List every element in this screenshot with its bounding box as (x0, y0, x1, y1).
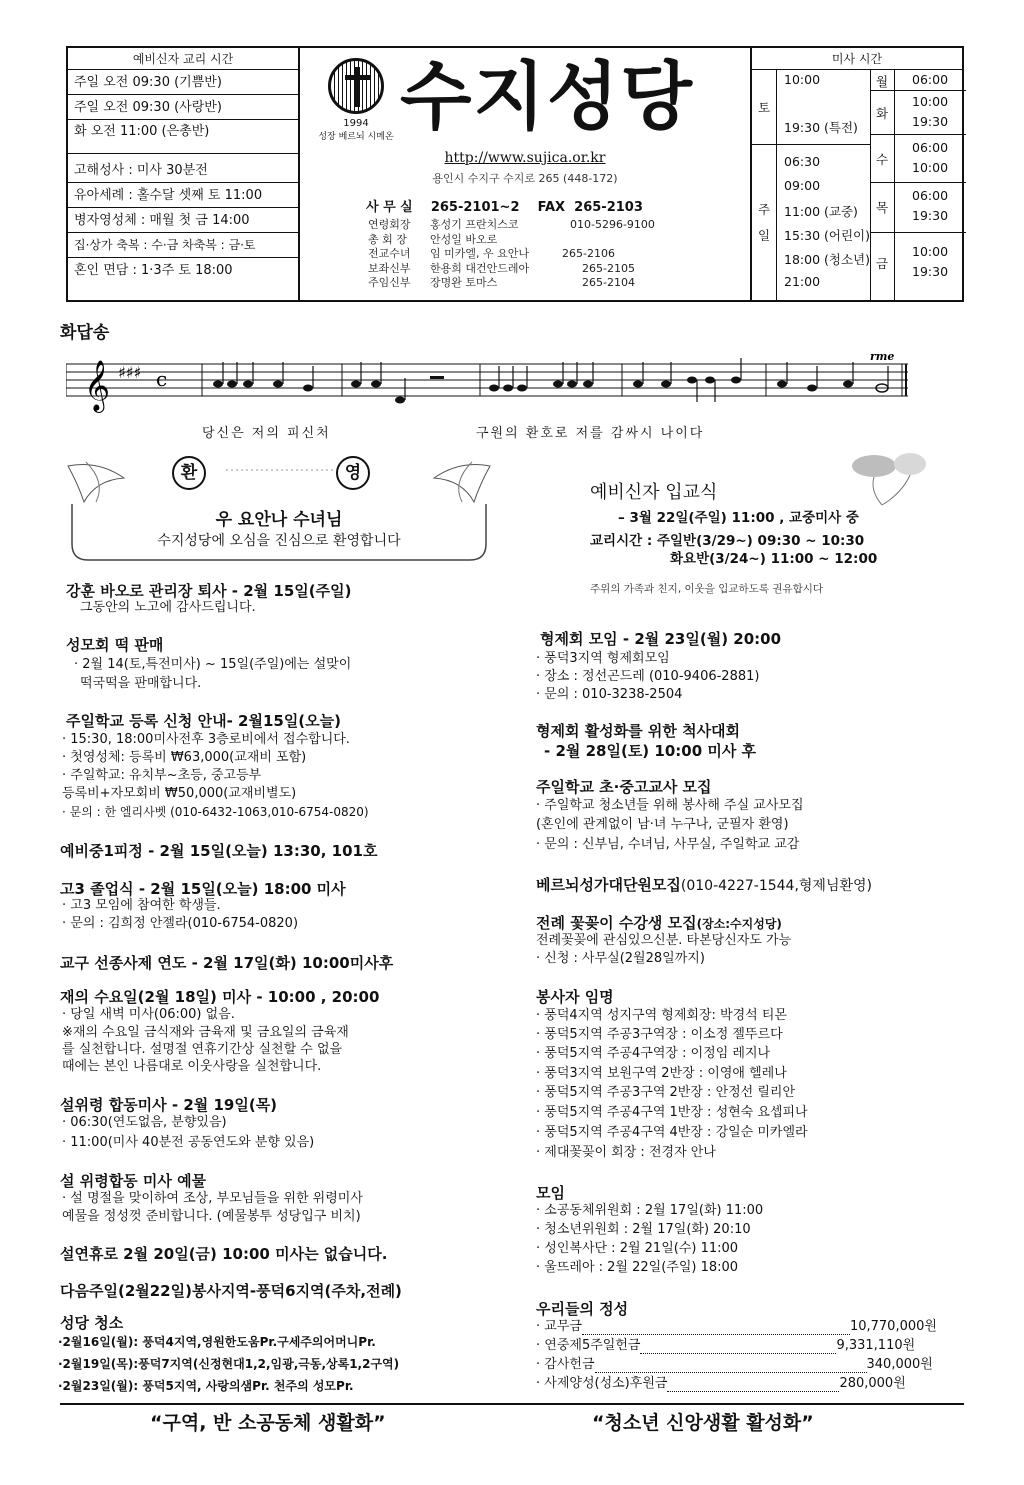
office-line (366, 196, 643, 215)
church-title-column (300, 48, 750, 300)
notice-title: 봉사자 임명 (536, 988, 614, 1006)
catechumen-time-title: 예비신자 교리 시간 (68, 48, 298, 70)
notice-title: 강훈 바오로 관리장 퇴사 - 2월 15일(주일) (66, 582, 352, 600)
offering-row (536, 1337, 962, 1354)
fax-label: FAX (537, 200, 566, 215)
info-row: 고해성사 : 미사 30분전 (68, 154, 298, 183)
offering-label: · 연중제5주일헌금 (536, 1338, 641, 1353)
catechumen-entry-title: 예비신자 입교식 (590, 482, 718, 503)
zip-code: (448-172) (563, 172, 618, 185)
office-label: 사 무 실 (366, 200, 413, 215)
notice-title: 형제회 활성화를 위한 척사대회 (536, 722, 741, 740)
offering-amount: 9,331,110원 (836, 1338, 916, 1353)
day-label-tue: 화 (876, 106, 889, 121)
notice-line: · 풍덕3지역 보원구역 2반장 : 이영애 헬레나 (536, 1066, 787, 1081)
notice-line: · 풍덕4지역 성지구역 형제회장: 박경석 티몬 (536, 1008, 787, 1023)
notice-line: · 장소 : 정선곤드레 (010-9406-2881) (536, 669, 760, 684)
welcome-message: 수지성당에 오심을 진심으로 환영합니다 (157, 533, 401, 549)
notice-title-row (536, 912, 782, 933)
notice-line: ·2월23일(월): 풍덕5지역, 사랑의샘Pr. 천주의 성모Pr. (58, 1379, 354, 1393)
notice-line: 전례꽃꽂에 관심있으신분. 타본당신자도 가능 (536, 933, 792, 948)
notice-title: 재의 수요일(2월 18일) 미사 - 10:00 , 20:00 (60, 988, 380, 1006)
notice-title: 설연휴로 2월 20일(금) 10:00 미사는 없습니다. (60, 1245, 388, 1263)
church-name: 수지성당 (400, 54, 694, 140)
welcome-badge: 영 (336, 456, 370, 490)
bulletin-header (66, 46, 964, 302)
catechumen-row: 주일 오전 09:30 (기쁨반) (68, 70, 298, 95)
class-line: 화요반(3/24~) 11:00 ~ 12:00 (670, 551, 878, 567)
day-label-sun: 일 (758, 228, 771, 243)
address (300, 170, 750, 186)
notice-title: 주일학교 등록 신청 안내- 2월15일(오늘) (66, 712, 341, 730)
staff-row: 연령회장 홍성기 프란치스코 010-5296-9100 (368, 218, 655, 231)
offering-amount: 280,000원 (839, 1376, 906, 1391)
slogan-right: “청소년 신앙생활 활성화” (592, 1412, 814, 1434)
offering-label: · 감사헌금 (536, 1357, 595, 1372)
notice-line: · 신청 : 사무실(2월28일까지) (536, 951, 705, 966)
notice-line: · 당일 새벽 미사(06:00) 없음. (62, 1007, 235, 1022)
notice-line: · 첫영성체: 등록비 ₩63,000(교재비 포함) (62, 750, 307, 765)
mass-time: 15:30 (어린이) (784, 228, 870, 243)
staff-row: 주임신부 장명완 토마스 265-2104 (368, 276, 635, 289)
catechumen-row: 주일 오전 09:30 (사랑반) (68, 95, 298, 120)
staff-row: 보좌신부 한용희 대건안드레아 265-2105 (368, 261, 635, 275)
notice-line: 등록비+자모회비 ₩50,000(교재비별도) (62, 786, 297, 801)
notice-title: 성당 청소 (60, 1314, 124, 1332)
notice-title: 교구 선종사제 연도 - 2월 17일(화) 10:00미사후 (60, 954, 394, 972)
mass-time: 10:00 (784, 72, 821, 87)
offering-row (536, 1318, 962, 1335)
day-label-mon: 월 (876, 74, 889, 89)
tempo-mark: rme (870, 350, 895, 363)
notice-line: · 2월 14(토,특전미사) ~ 15일(주일)에는 설맞이 (74, 657, 352, 672)
welcome-name: 우 요안나 수녀님 (215, 510, 343, 530)
catechumen-class-time (590, 532, 877, 568)
info-row: 유아세례 : 홀수달 셋째 토 11:00 (68, 183, 298, 208)
slogan-left: “구역, 반 소공동체 생활화” (150, 1412, 386, 1434)
mass-time: 10:00 (912, 160, 949, 175)
staff-list (368, 218, 655, 291)
address-text: 용인시 수지구 수지로 265 (432, 172, 560, 185)
mass-time: 10:00 (912, 244, 949, 259)
mass-time: 11:00 (교중) (784, 204, 858, 219)
mass-time: 06:00 (912, 72, 949, 87)
day-label-sun: 주 (758, 202, 771, 217)
schedule-column (68, 48, 300, 300)
catechumen-entry-date: – 3월 22일(주일) 11:00 , 교중미사 중 (618, 510, 859, 526)
website-link[interactable]: http://www.sujica.or.kr (444, 150, 606, 166)
mass-time-column (750, 48, 962, 300)
notice-line: 떡국떡을 판매합니다. (80, 676, 202, 691)
notice-line: · 문의 : 신부님, 수녀님, 사무실, 주일학교 교감 (536, 837, 800, 852)
notice-title: 설위령 합동미사 - 2월 19일(목) (60, 1096, 278, 1114)
notice-title-row (536, 874, 872, 895)
mass-time: 19:30 (912, 264, 949, 279)
notice-line: · 주일학교 청소년들 위해 봉사해 주실 교사모집 (536, 798, 804, 813)
notice-line: · 06:30(연도없음, 분향있음) (62, 1115, 227, 1130)
offering-label: · 사제양성(성소)후원금 (536, 1376, 668, 1391)
staff-row: 총 회 장 안성일 바오로 (368, 232, 498, 246)
notice-line: · 문의 : 010-3238-2504 (536, 687, 683, 702)
notice-line: · 풍덕5지역 주공4구역 4반장 : 강일순 미카엘라 (536, 1125, 808, 1140)
time-signature: c (156, 367, 168, 391)
logo-name: 성장 베르뇌 시메온 (318, 132, 394, 142)
notice-title: 고3 졸업식 - 2월 15일(오늘) 18:00 미사 (60, 880, 346, 898)
mass-time: 09:00 (784, 178, 821, 193)
staff-row: 전교수녀 임 미카엘, 우 요안나 265-2106 (368, 247, 615, 260)
footer-divider (60, 1403, 964, 1405)
notice-title: 예비중1피정 - 2월 15일(오늘) 13:30, 101호 (60, 842, 378, 860)
cross-icon (355, 67, 360, 107)
lyric-line: 당신은 저의 피신처 (202, 426, 331, 441)
mass-time: 06:00 (912, 140, 949, 155)
day-label-sat: 토 (758, 100, 771, 115)
notice-line: · 11:00(미사 40분전 공동연도와 분향 있음) (62, 1135, 315, 1150)
notice-line: · 풍덕3지역 형제회모임 (536, 651, 670, 666)
mass-time-table (752, 70, 962, 300)
notice-line: · 소공동체위원회 : 2월 17일(화) 11:00 (536, 1203, 764, 1218)
notice-line: 예물을 정성껏 준비합니다. (예물봉투 성당입구 비치) (62, 1209, 361, 1224)
lyric-line: 구원의 환호로 저를 감싸시 나이다 (476, 426, 705, 441)
info-row: 집·상가 축복 : 수·금 차축복 : 금·토 (68, 233, 298, 258)
notice-title-suffix: (장소:수지성당) (696, 917, 782, 931)
notice-title: 다음주일(2월22일)봉사지역-풍덕6지역(주차,전례) (60, 1282, 402, 1300)
notice-line: · 풍덕5지역 주공4구역 1반장 : 성현숙 요셉피나 (536, 1105, 808, 1120)
notice-line: 를 실천합니다. 설명절 연휴기간상 실천할 수 없을 (62, 1042, 343, 1057)
offering-row (536, 1356, 962, 1373)
notice-line: · 15:30, 18:00미사전후 3층로비에서 접수합니다. (62, 732, 350, 747)
notice-line: · 청소년위원회 : 2월 17일(화) 20:10 (536, 1222, 751, 1237)
notice-line: · 풍덕5지역 주공3구역장 : 이소정 젤뚜르다 (536, 1027, 783, 1042)
mass-time: 19:30 (특전) (784, 120, 858, 135)
notice-line: · 문의 : 김희정 안젤라(010-6754-0820) (62, 916, 299, 931)
notice-line: · 제대꽃꽂이 회장 : 전경자 안나 (536, 1145, 716, 1160)
info-row: 혼인 면담 : 1·3주 토 18:00 (74, 263, 233, 278)
class-line: 교리시간 : 주일반(3/29~) 09:30 ~ 10:30 (590, 533, 865, 549)
offerings-title: 우리들의 정성 (536, 1300, 629, 1318)
logo-emblem (328, 58, 384, 114)
notice-line: ※재의 수요일 금식재와 금육재 및 금요일의 금육재 (62, 1025, 349, 1040)
notice-title: - 2월 28일(토) 10:00 미사 후 (544, 742, 757, 760)
welcome-badge: 환 (172, 456, 206, 490)
notice-line: ·2월19일(목):풍덕7지역(신정현대1,2,임광,극동,상록1,2구역) (58, 1357, 400, 1371)
mass-time: 19:30 (912, 208, 949, 223)
logo-year: 1994 (343, 118, 369, 129)
catechumen-entry-note: 주위의 가족과 친지, 이웃을 입교하도록 권유합시다 (590, 583, 824, 595)
office-phone: 265-2101~2 (430, 200, 520, 215)
fax-number: 265-2103 (574, 200, 643, 215)
notice-line: · 성인복사단 : 2월 21일(수) 11:00 (536, 1241, 739, 1256)
notice-title: 전례 꽃꽂이 수강생 모집 (536, 914, 697, 932)
notice-line: · 풍덕5지역 주공4구역장 : 이정임 레지나 (536, 1046, 771, 1061)
notice-title: 베르뇌성가대단원모집 (536, 876, 681, 894)
notice-line: · 문의 : 한 엘리사벳 (010-6432-1063,010-6754-0820) (62, 805, 369, 819)
catechumen-row: 화 오전 11:00 (은총반) (68, 120, 298, 154)
notice-line: (혼인에 관계없이 남·녀 누구나, 군필자 환영) (536, 817, 789, 832)
offering-amount: 10,770,000원 (849, 1319, 937, 1334)
church-logo (314, 58, 398, 154)
notice-title: 주일학교 초·중고교사 모집 (536, 778, 712, 796)
day-label-fri: 금 (876, 256, 889, 271)
balloon-icon (840, 452, 936, 508)
offering-label: · 교무금 (536, 1319, 582, 1334)
notice-line: 그동안의 노고에 감사드립니다. (80, 600, 256, 615)
info-row: 병자영성체 : 매월 첫 금 14:00 (68, 208, 298, 233)
day-label-wed: 수 (876, 152, 889, 167)
mass-time: 21:00 (784, 274, 821, 289)
notice-title: 성모회 떡 판매 (66, 636, 164, 654)
mass-time: 06:00 (912, 188, 949, 203)
mass-time: 06:30 (784, 154, 821, 169)
mass-time: 10:00 (912, 94, 949, 109)
notice-line: · 풍덕5지역 주공3구역 2반장 : 안정선 릴리안 (536, 1085, 796, 1100)
notice-line: · 주일학교: 유치부~초등, 중고등부 (62, 768, 262, 783)
notice-title: 형제회 모임 - 2월 23일(월) 20:00 (540, 630, 782, 648)
notice-line: · 고3 모임에 참여한 학생들. (62, 898, 221, 913)
notice-title-suffix: (010-4227-1544,형제님환영) (680, 878, 872, 894)
notice-line: · 설 명절을 맞이하여 조상, 부모님들을 위한 위령미사 (62, 1191, 363, 1206)
mass-time-title: 미사 시간 (752, 48, 962, 70)
sharp-icon: ♯♯♯ (118, 363, 142, 382)
responsorial-psalm-title: 화답송 (60, 323, 110, 343)
notice-title: 모임 (536, 1184, 565, 1202)
notice-line: 때에는 본인 나름대로 이웃사랑을 실천합니다. (62, 1059, 322, 1074)
notice-line: · 울뜨레아 : 2월 22일(주일) 18:00 (536, 1260, 739, 1275)
music-staff (66, 350, 912, 420)
mass-time: 18:00 (청소년) (784, 252, 870, 267)
treble-clef-icon: 𝄞 (84, 360, 111, 411)
notice-line: ·2월16일(월): 풍덕4지역,영원한도움Pr.구세주의어머니Pr. (58, 1335, 376, 1349)
notice-title: 설 위령합동 미사 예물 (60, 1172, 207, 1190)
day-label-thu: 목 (876, 200, 889, 215)
offering-amount: 340,000원 (866, 1357, 933, 1372)
mass-time: 19:30 (912, 114, 949, 129)
offering-row (536, 1375, 962, 1392)
